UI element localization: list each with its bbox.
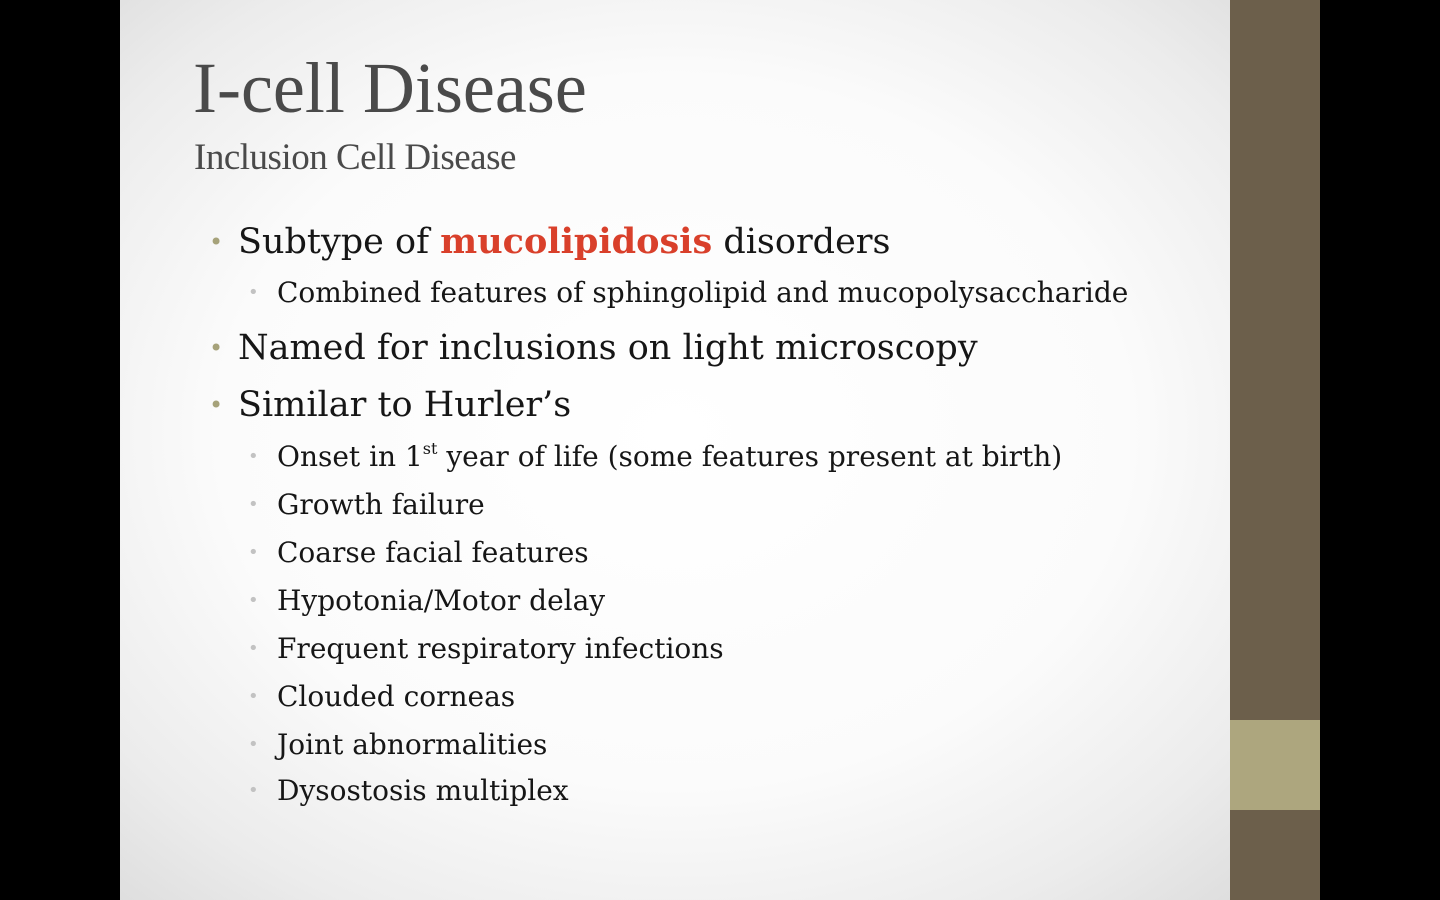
highlight-term: mucolipidosis bbox=[440, 221, 713, 262]
sub-bullet-onset bbox=[248, 439, 1063, 474]
side-band-upper bbox=[1230, 0, 1320, 720]
bullet-dot-icon: • bbox=[209, 228, 224, 256]
sub-bullet-hypotonia bbox=[248, 584, 606, 618]
bullet-dot-icon: • bbox=[248, 590, 259, 611]
bullet-text: Similar to Hurler’s bbox=[238, 385, 572, 425]
bullet-dot-icon: • bbox=[209, 334, 224, 362]
ordinal-superscript: st bbox=[422, 439, 438, 458]
bullet-dot-icon: • bbox=[248, 638, 259, 659]
sub-bullet-growth-failure bbox=[248, 488, 485, 522]
bullet-text: Joint abnormalities bbox=[277, 728, 548, 761]
slide-title: I-cell Disease bbox=[193, 48, 587, 128]
bullet-subtype bbox=[209, 221, 891, 263]
bullet-text: Clouded corneas bbox=[277, 680, 516, 713]
bullet-dot-icon: • bbox=[248, 542, 259, 563]
bullet-dot-icon: • bbox=[248, 780, 259, 801]
bullet-text: Growth failure bbox=[277, 488, 485, 521]
sub-bullet-dysostosis-multiplex bbox=[248, 774, 569, 808]
bullet-text: Named for inclusions on light microscopy bbox=[238, 328, 978, 368]
bullet-text: Subtype of bbox=[238, 222, 441, 262]
slide-side-band bbox=[1230, 0, 1320, 900]
bullet-text: Hypotonia/Motor delay bbox=[277, 584, 606, 617]
bullet-text: Coarse facial features bbox=[277, 536, 589, 569]
side-accent-block bbox=[1230, 720, 1320, 810]
slide bbox=[120, 0, 1320, 900]
bullet-text: year of life (some features present at birth) bbox=[437, 440, 1063, 473]
bullet-named-for-inclusions bbox=[209, 327, 978, 369]
bullet-dot-icon: • bbox=[248, 282, 259, 303]
bullet-similar-to-hurlers bbox=[209, 384, 572, 426]
sub-bullet-respiratory-infections bbox=[248, 632, 724, 666]
bullet-text: Frequent respiratory infections bbox=[277, 632, 724, 665]
bullet-dot-icon: • bbox=[248, 686, 259, 707]
bullet-dot-icon: • bbox=[209, 391, 224, 419]
sub-bullet-coarse-facial-features bbox=[248, 536, 589, 570]
side-band-lower bbox=[1230, 810, 1320, 900]
sub-bullet-clouded-corneas bbox=[248, 680, 516, 714]
bullet-text: Dysostosis multiplex bbox=[277, 774, 569, 807]
bullet-text: Combined features of sphingolipid and mucopolysaccharide bbox=[277, 276, 1129, 309]
bullet-text: Onset in 1 bbox=[277, 440, 423, 473]
sub-bullet-joint-abnormalities bbox=[248, 728, 548, 762]
bullet-dot-icon: • bbox=[248, 494, 259, 515]
slide-subtitle: Inclusion Cell Disease bbox=[194, 137, 516, 178]
bullet-dot-icon: • bbox=[248, 734, 259, 755]
bullet-text: disorders bbox=[712, 222, 891, 262]
sub-bullet-combined-features bbox=[248, 276, 1129, 310]
bullet-dot-icon: • bbox=[248, 446, 259, 467]
